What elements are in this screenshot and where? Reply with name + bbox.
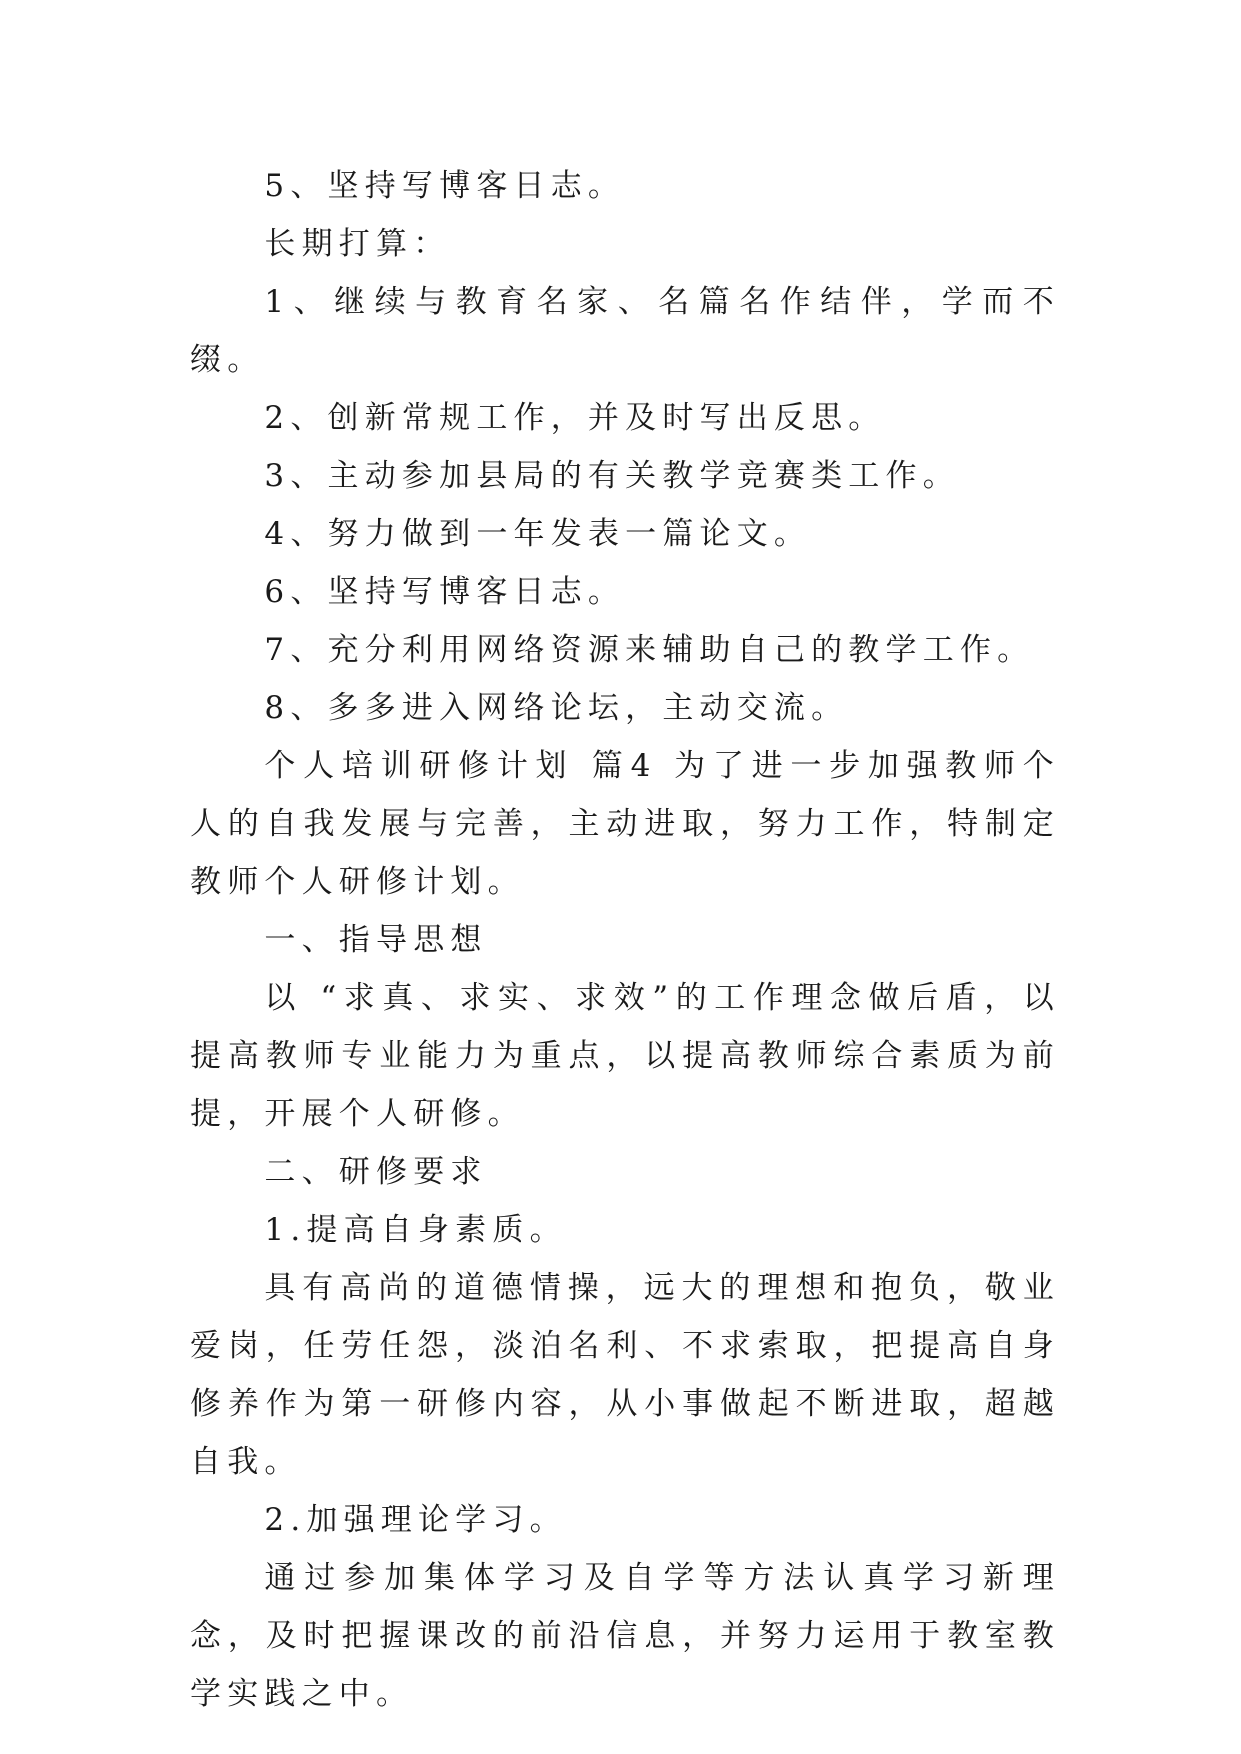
- subsection-heading: 1.提高自身素质。: [264, 1212, 567, 1248]
- section-heading: 一、指导思想: [264, 922, 488, 958]
- paragraph: 7、充分利用网络资源来辅助自己的教学工作。: [264, 632, 1035, 668]
- paragraph: 1、继续与教育名家、名篇名作结伴，学而不缀。: [190, 284, 1060, 378]
- paragraph: 3、主动参加县局的有关教学竞赛类工作。: [264, 458, 960, 494]
- subsection-heading: 2.加强理论学习。: [264, 1502, 567, 1538]
- paragraph: 2、创新常规工作，并及时写出反思。: [264, 400, 886, 436]
- paragraph: 6、坚持写博客日志。: [264, 574, 626, 610]
- paragraph: 长期打算：: [264, 226, 451, 262]
- paragraph: 5、坚持写博客日志。: [264, 168, 626, 204]
- document-body: [190, 157, 1060, 1723]
- section-heading: 二、研修要求: [264, 1154, 488, 1190]
- paragraph: 以 “求真、求实、求效”的工作理念做后盾，以提高教师专业能力为重点，以提高教师综合素质为前提，开展个人研修。: [190, 980, 1060, 1132]
- paragraph: 具有高尚的道德情操，远大的理想和抱负，敬业爱岗，任劳任怨，淡泊名利、不求索取，把提高自身修养作为第一研修内容，从小事做起不断进取，超越自我。: [190, 1270, 1060, 1480]
- paragraph: 通过参加集体学习及自学等方法认真学习新理念，及时把握课改的前沿信息，并努力运用于教室教学实践之中。: [190, 1560, 1060, 1712]
- paragraph: 4、努力做到一年发表一篇论文。: [264, 516, 812, 552]
- paragraph: 8、多多进入网络论坛，主动交流。: [264, 690, 849, 726]
- paragraph: 个人培训研修计划 篇4 为了进一步加强教师个人的自我发展与完善，主动进取，努力工作，特制定教师个人研修计划。: [190, 748, 1060, 900]
